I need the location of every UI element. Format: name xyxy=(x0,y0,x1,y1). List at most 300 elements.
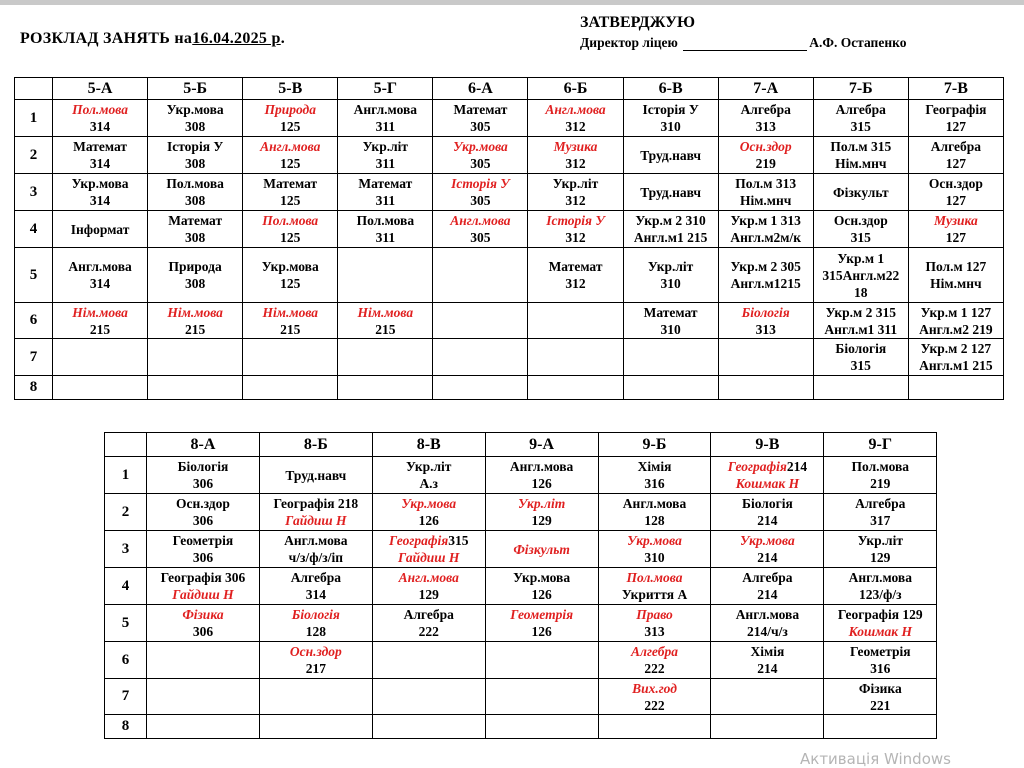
lesson-line: Гайдиш Н xyxy=(172,587,234,602)
lesson-line: Географія xyxy=(925,102,987,117)
lesson-cell xyxy=(623,339,718,376)
lesson-line: Хімія xyxy=(637,459,672,474)
lesson-cell xyxy=(147,605,260,642)
approve-role: Директор ліцею xyxy=(580,35,678,50)
lesson-cell xyxy=(338,211,433,248)
lesson-line: Географія 129 xyxy=(837,607,923,622)
lesson-line: Математ xyxy=(358,176,413,191)
lesson-line: Осн.здор xyxy=(289,644,342,659)
lesson-line: Укр.мова xyxy=(261,259,319,274)
lesson-line: 125 xyxy=(280,119,301,134)
lesson-line: Осн.здор xyxy=(739,139,792,154)
lesson-line: Біологія xyxy=(742,496,793,511)
lesson-line: Нім.мова xyxy=(357,304,414,320)
lesson-number: 4 xyxy=(105,568,147,605)
lesson-cell xyxy=(623,211,718,248)
lesson-line: 306 xyxy=(192,550,214,565)
lesson-line: 310 xyxy=(644,550,665,565)
lesson-number: 3 xyxy=(105,531,147,568)
lesson-cell xyxy=(433,174,528,211)
class-header: 6-Б xyxy=(528,78,623,100)
lesson-number: 8 xyxy=(105,715,147,739)
lesson-line: Природа xyxy=(168,259,222,274)
lesson-cell xyxy=(485,457,598,494)
lesson-cell xyxy=(53,376,148,400)
lesson-cell xyxy=(147,642,260,679)
lesson-line: Нім.мова xyxy=(262,304,319,320)
lesson-line: 314 xyxy=(89,156,111,171)
lesson-line: Англ.м2м/к xyxy=(730,230,801,245)
lesson-cell xyxy=(718,100,813,137)
lesson-cell xyxy=(259,715,372,739)
lesson-row xyxy=(15,211,1004,248)
lesson-line: 214 xyxy=(757,550,778,565)
lesson-cell xyxy=(824,494,937,531)
lesson-cell xyxy=(147,494,260,531)
lesson-row xyxy=(15,376,1004,400)
lesson-cell xyxy=(598,679,711,715)
lesson-cell xyxy=(259,531,372,568)
lesson-cell xyxy=(148,303,243,339)
lesson-cell xyxy=(259,568,372,605)
lesson-line: Математ xyxy=(643,304,698,320)
lesson-line: 312 xyxy=(565,156,586,171)
lesson-line: Укр.мова xyxy=(166,102,224,117)
lesson-line: 305 xyxy=(470,156,491,171)
lesson-cell xyxy=(243,100,338,137)
lesson-line: Англ.мова xyxy=(545,102,606,117)
lesson-line: Укр.м 1 313 xyxy=(730,213,801,228)
lesson-cell xyxy=(824,531,937,568)
lesson-line: Історія У xyxy=(166,139,224,154)
lesson-line: 312 xyxy=(565,230,586,245)
lesson-line: 306 xyxy=(192,513,214,528)
lesson-cell xyxy=(711,568,824,605)
lesson-cell xyxy=(243,376,338,400)
lesson-line: 125 xyxy=(280,156,301,171)
lesson-line: 222 xyxy=(644,661,665,676)
class-header: 9-Б xyxy=(598,433,711,457)
lesson-line: Осн.здор xyxy=(175,496,230,511)
lesson-line: Алгебра xyxy=(930,139,982,154)
lesson-line: Укр.м 2 305 xyxy=(730,259,801,274)
lesson-cell xyxy=(259,494,372,531)
lesson-line: 311 xyxy=(375,156,396,171)
lesson-cell xyxy=(824,642,937,679)
lesson-line: 217 xyxy=(305,661,326,676)
lesson-line: Алгебра xyxy=(290,570,341,585)
lesson-cell xyxy=(711,605,824,642)
class-header: 8-А xyxy=(147,433,260,457)
lesson-line: 127 xyxy=(945,230,967,245)
lesson-row xyxy=(105,494,937,531)
lesson-line: 123/ф/з xyxy=(859,587,902,602)
lesson-row xyxy=(105,531,937,568)
lesson-line xyxy=(373,532,485,549)
lesson-cell xyxy=(813,339,908,376)
lesson-line: Алгебра xyxy=(855,496,906,511)
schedule-table-grades-8-9 xyxy=(104,432,937,739)
lesson-cell xyxy=(433,211,528,248)
lesson-line: 312 xyxy=(565,193,586,208)
lesson-line: Право xyxy=(636,607,673,622)
lesson-cell xyxy=(243,174,338,211)
title-dot: . xyxy=(280,30,286,47)
lesson-line xyxy=(711,458,823,475)
lesson-line: Біологія xyxy=(291,607,340,622)
lesson-line: Математ xyxy=(453,102,508,117)
lesson-line: Укр.мова xyxy=(71,176,129,191)
lesson-cell xyxy=(148,376,243,400)
class-header: 7-В xyxy=(908,78,1003,100)
lesson-line: 306 xyxy=(192,476,214,491)
lesson-line: Укр.м 1 xyxy=(837,250,885,266)
lesson-row xyxy=(105,679,937,715)
lesson-cell xyxy=(528,174,623,211)
lesson-cell xyxy=(528,211,623,248)
lesson-row xyxy=(15,303,1004,339)
lesson-line: 219 xyxy=(870,476,891,491)
lesson-number: 6 xyxy=(15,303,53,339)
lesson-number: 7 xyxy=(105,679,147,715)
lesson-line: 305 xyxy=(470,119,491,134)
lesson-cell xyxy=(338,376,433,400)
class-header: 5-Г xyxy=(338,78,433,100)
lesson-cell xyxy=(718,248,813,303)
lesson-line: Музика xyxy=(933,213,978,228)
lesson-row xyxy=(105,568,937,605)
lesson-cell xyxy=(485,605,598,642)
corner-cell xyxy=(105,433,147,457)
lesson-line: Англ.мова xyxy=(735,607,800,622)
lesson-cell xyxy=(485,494,598,531)
lesson-line: 305 xyxy=(470,230,491,245)
lesson-line: 310 xyxy=(660,119,681,134)
lesson-cell xyxy=(908,376,1003,400)
lesson-cell xyxy=(485,642,598,679)
lesson-row xyxy=(15,100,1004,137)
window-top-border xyxy=(0,0,1024,5)
lesson-line: Алгебра xyxy=(835,102,886,117)
lesson-line: 125 xyxy=(280,230,301,245)
lesson-line: Пол.м 127 xyxy=(925,259,987,274)
lesson-line: 316 xyxy=(870,661,891,676)
lesson-line: Укр.м 2 127 xyxy=(920,341,992,356)
lesson-line: Нім.мнч xyxy=(930,276,982,291)
lesson-line: Осн.здор xyxy=(928,176,983,191)
lesson-line: Пол.мова xyxy=(262,213,319,228)
lesson-cell xyxy=(813,303,908,339)
lesson-row xyxy=(15,248,1004,303)
lesson-cell xyxy=(243,137,338,174)
lesson-line: Природа xyxy=(264,102,316,117)
lesson-cell xyxy=(813,211,908,248)
lesson-cell xyxy=(433,303,528,339)
lesson-line: 125 xyxy=(280,193,301,208)
lesson-cell xyxy=(623,376,718,400)
lesson-row xyxy=(15,339,1004,376)
lesson-line: 314 xyxy=(89,193,111,208)
lesson-cell xyxy=(485,568,598,605)
lesson-cell xyxy=(711,715,824,739)
lesson-line: Фізкульт xyxy=(513,541,570,557)
lesson-line: 315 xyxy=(850,119,871,134)
lesson-room: 315 xyxy=(448,533,469,548)
lesson-room: 214 xyxy=(786,459,808,474)
lesson-cell xyxy=(711,494,824,531)
lesson-line: Англ.мова xyxy=(848,570,912,585)
class-header: 9-А xyxy=(485,433,598,457)
lesson-cell xyxy=(908,137,1003,174)
schedule-date: 16.04.2025 р xyxy=(192,30,281,47)
lesson-line: Кошмак Н xyxy=(848,624,912,639)
lesson-line: Фізика xyxy=(858,680,902,696)
lesson-cell xyxy=(372,457,485,494)
lesson-cell xyxy=(813,174,908,211)
lesson-line: 222 xyxy=(418,624,439,639)
lesson-line: Англ.м2 219 xyxy=(919,321,993,337)
lesson-line: 314 xyxy=(89,119,111,134)
lesson-number: 8 xyxy=(15,376,53,400)
lesson-cell xyxy=(598,457,711,494)
lesson-line: 214 xyxy=(757,587,778,602)
lesson-line: 316 xyxy=(644,476,665,491)
lesson-line: Англ.мова xyxy=(622,496,687,511)
lesson-cell xyxy=(528,339,623,376)
lesson-line: Укр.м 1 127 xyxy=(920,304,992,320)
corner-cell xyxy=(15,78,53,100)
lesson-line: Пол.м 315 xyxy=(830,139,892,154)
lesson-line: 128 xyxy=(644,513,665,528)
lesson-line: Географія 306 xyxy=(160,570,246,585)
lesson-cell xyxy=(433,100,528,137)
lesson-cell xyxy=(338,248,433,303)
lesson-line: Англ.мова xyxy=(398,570,459,585)
lesson-line: 311 xyxy=(375,193,396,208)
lesson-line: Укр.м 2 310 xyxy=(635,213,706,228)
lesson-line: Укр.літ xyxy=(518,496,566,511)
lesson-line: 313 xyxy=(755,119,776,134)
lesson-line: Укр.мова xyxy=(740,533,795,548)
approve-signature-line xyxy=(580,35,906,51)
lesson-line: Геометрія xyxy=(172,533,234,548)
lesson-cell xyxy=(813,137,908,174)
lesson-cell xyxy=(711,457,824,494)
lesson-line: Музика xyxy=(553,139,598,154)
lesson-subject: Географія xyxy=(727,459,787,474)
lesson-cell xyxy=(147,457,260,494)
lesson-line: Укр.літ xyxy=(406,459,452,474)
lesson-line: Англ.м1 215 xyxy=(919,358,993,373)
lesson-cell xyxy=(623,248,718,303)
lesson-cell xyxy=(598,605,711,642)
lesson-line: Труд.навч xyxy=(640,147,702,163)
lesson-cell xyxy=(53,100,148,137)
lesson-line: Нім.мова xyxy=(167,304,223,320)
approve-title: ЗАТВЕРДЖУЮ xyxy=(580,14,696,31)
lesson-cell xyxy=(243,248,338,303)
class-header: 5-А xyxy=(53,78,148,100)
header-row xyxy=(105,433,937,457)
lesson-line: Геометрія xyxy=(510,607,574,622)
lesson-cell xyxy=(338,137,433,174)
lesson-cell xyxy=(148,248,243,303)
class-header: 5-В xyxy=(243,78,338,100)
lesson-line: Укриття А xyxy=(621,587,688,602)
windows-activation-watermark: Активація Windows xyxy=(800,750,951,768)
lesson-line: Хімія xyxy=(750,644,785,659)
lesson-cell xyxy=(147,715,260,739)
lesson-cell xyxy=(259,642,372,679)
lesson-line: 308 xyxy=(185,193,206,208)
lesson-line: Пол.мова xyxy=(626,570,683,585)
lesson-number: 3 xyxy=(15,174,53,211)
lesson-cell xyxy=(711,642,824,679)
lesson-line: 127 xyxy=(945,193,967,208)
lesson-line: Англ.мова xyxy=(353,102,418,117)
lesson-cell xyxy=(372,568,485,605)
lesson-number: 6 xyxy=(105,642,147,679)
lesson-line: 127 xyxy=(945,156,967,171)
lesson-line: Англ.мова xyxy=(450,213,511,228)
lesson-cell xyxy=(147,568,260,605)
lesson-cell xyxy=(528,376,623,400)
lesson-line: Укр.літ xyxy=(647,259,694,274)
lesson-line: 219 xyxy=(755,156,776,171)
lesson-cell xyxy=(53,211,148,248)
lesson-cell xyxy=(824,679,937,715)
lesson-line: Біологія xyxy=(835,341,887,356)
lesson-number: 1 xyxy=(15,100,53,137)
lesson-cell xyxy=(338,303,433,339)
lesson-line: Труд.навч xyxy=(285,467,347,483)
class-header: 6-В xyxy=(623,78,718,100)
lesson-number: 5 xyxy=(105,605,147,642)
lesson-line: Укр.мова xyxy=(627,533,682,548)
lesson-cell xyxy=(259,679,372,715)
lesson-line: Історія У xyxy=(642,102,699,117)
lesson-line: Укр.літ xyxy=(857,533,903,548)
lesson-line: 313 xyxy=(755,321,776,337)
lesson-line: Біологія xyxy=(177,459,229,474)
lesson-line: 308 xyxy=(185,156,206,171)
lesson-cell xyxy=(908,211,1003,248)
lesson-line: Укр.літ xyxy=(552,176,599,191)
lesson-number: 7 xyxy=(15,339,53,376)
lesson-cell xyxy=(528,248,623,303)
lesson-cell xyxy=(148,174,243,211)
lesson-line: 221 xyxy=(870,697,891,713)
lesson-line: 214/ч/з xyxy=(747,624,788,639)
lesson-cell xyxy=(813,248,908,303)
lesson-line: Англ.мова xyxy=(284,533,348,548)
lesson-line: 129 xyxy=(531,513,552,528)
lesson-cell xyxy=(908,174,1003,211)
lesson-cell xyxy=(598,531,711,568)
lesson-line: Англ.м1 311 xyxy=(824,321,898,337)
lesson-line: Англ.мова xyxy=(509,459,574,474)
lesson-line: 215 xyxy=(280,321,301,337)
lesson-line: 126 xyxy=(531,624,552,639)
lesson-cell xyxy=(53,248,148,303)
lesson-line: Вих.год xyxy=(632,680,677,696)
lesson-cell xyxy=(711,679,824,715)
lesson-line: Алгебра xyxy=(631,644,678,659)
lesson-cell xyxy=(433,376,528,400)
lesson-cell xyxy=(711,531,824,568)
lesson-line: Математ xyxy=(168,213,223,228)
lesson-line: Пол.мова xyxy=(851,459,910,474)
lesson-cell xyxy=(372,679,485,715)
lesson-row xyxy=(105,642,937,679)
lesson-number: 2 xyxy=(105,494,147,531)
lesson-line: 315 xyxy=(850,358,871,373)
lesson-line: Біологія xyxy=(741,304,790,320)
lesson-line: 128 xyxy=(305,624,326,639)
lesson-cell xyxy=(148,137,243,174)
lesson-cell xyxy=(718,376,813,400)
lesson-line: 305 xyxy=(470,193,491,208)
lesson-cell xyxy=(623,100,718,137)
lesson-cell xyxy=(718,339,813,376)
lesson-line: Укр.літ xyxy=(362,139,409,154)
lesson-line: Гайдиш Н xyxy=(285,513,347,528)
class-header: 6-А xyxy=(433,78,528,100)
lesson-line: 18 xyxy=(854,284,868,300)
class-header: 8-В xyxy=(372,433,485,457)
lesson-line: Англ.мова xyxy=(260,139,321,154)
class-header: 7-Б xyxy=(813,78,908,100)
lesson-cell xyxy=(485,715,598,739)
lesson-line: ч/з/ф/з/іп xyxy=(288,550,343,565)
lesson-subject: Географія xyxy=(389,533,449,548)
lesson-cell xyxy=(623,174,718,211)
lesson-number: 4 xyxy=(15,211,53,248)
lesson-line: Математ xyxy=(73,139,127,154)
lesson-cell xyxy=(53,303,148,339)
lesson-cell xyxy=(824,605,937,642)
lesson-line: Алгебра xyxy=(403,607,454,622)
lesson-line: 317 xyxy=(870,513,891,528)
lesson-cell xyxy=(53,339,148,376)
lesson-line: Історія У xyxy=(546,213,605,228)
lesson-cell xyxy=(623,137,718,174)
lesson-cell xyxy=(598,715,711,739)
lesson-row xyxy=(15,174,1004,211)
lesson-line: Історія У xyxy=(451,176,510,191)
lesson-line: Укр.мова xyxy=(453,139,508,154)
lesson-line: 315Англ.м22 xyxy=(822,267,900,283)
lesson-cell xyxy=(338,339,433,376)
lesson-cell xyxy=(598,494,711,531)
lesson-line: Укр.мова xyxy=(513,570,571,585)
lesson-line: 308 xyxy=(185,276,206,291)
lesson-line: 129 xyxy=(418,587,439,602)
lesson-line: 310 xyxy=(660,276,681,291)
lesson-cell xyxy=(485,679,598,715)
lesson-line: 126 xyxy=(418,513,439,528)
lesson-cell xyxy=(372,605,485,642)
lesson-cell xyxy=(53,137,148,174)
lesson-line: Пол.м 313 xyxy=(735,176,797,191)
schedule-table-grades-5-7 xyxy=(14,77,1004,400)
lesson-line: Гайдиш Н xyxy=(398,550,460,565)
lesson-cell xyxy=(259,457,372,494)
lesson-cell xyxy=(528,100,623,137)
header-row xyxy=(15,78,1004,100)
lesson-line: 314 xyxy=(305,587,326,602)
lesson-cell xyxy=(528,303,623,339)
